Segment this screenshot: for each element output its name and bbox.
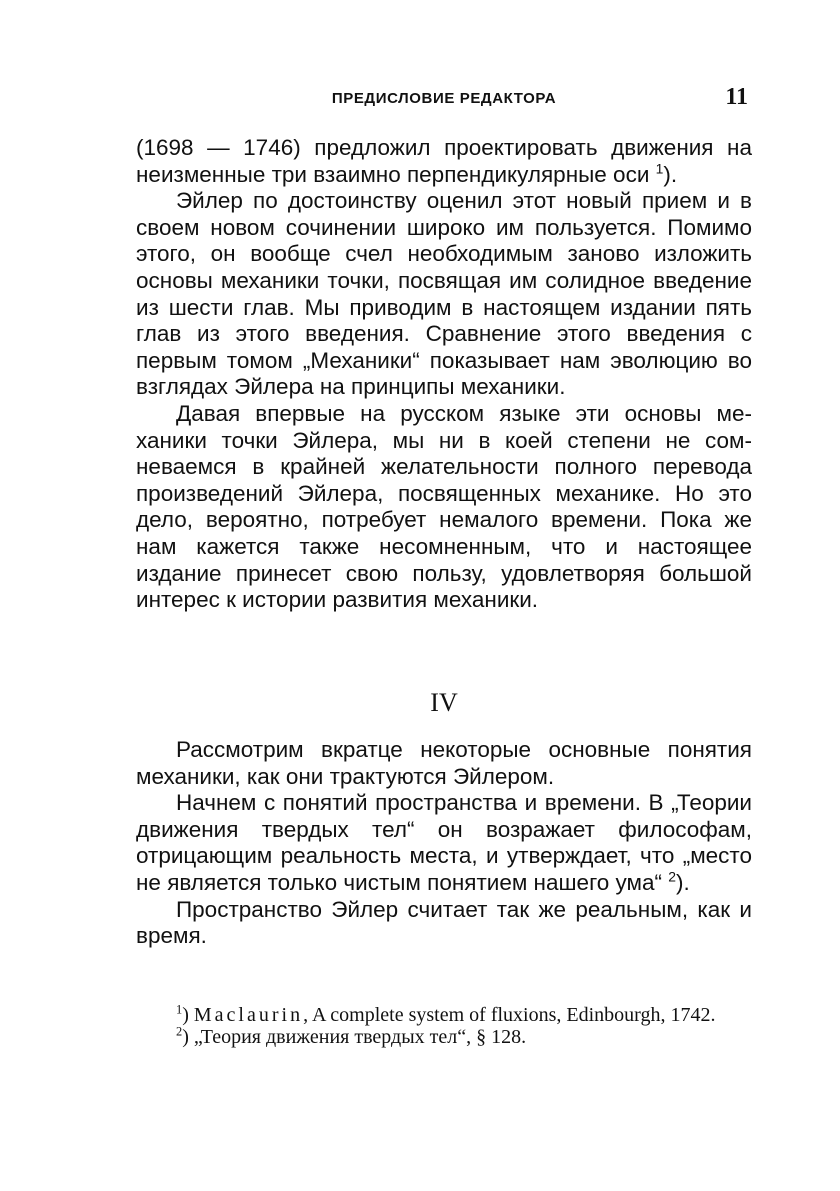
paragraph-euler-method: Эйлер по достоинству оценил этот новый прием и в своем новом сочинении широко им пользуется. Помимо этого, он вообще счел необходимым заново изложить основы механики точки, посвящая им солидное введение из шести глав. Мы приводим в настоящем издании пять глав из этого введения. Сравнение этого введения с первым томом „Механики“ показывает нам эволюцию во взглядах Эйлера на принципы механики. bbox=[136, 188, 752, 400]
page-number: 11 bbox=[725, 84, 748, 110]
footnote-1: $^1$) Maclaurin, A complete system of fluxions, Edinbourgh, 1742. bbox=[176, 1002, 716, 1026]
footnote-2: $^2$) „Теория движения твердых тел“, § 128. bbox=[176, 1024, 527, 1048]
footnote-ref-1: 1 bbox=[655, 160, 664, 177]
paragraph-space-real: Пространство Эйлер считает так же реальным, как и время. bbox=[136, 896, 752, 949]
footnote-ref-2: 2 bbox=[668, 868, 677, 885]
section-text-2 bbox=[136, 737, 752, 950]
paragraph-continuation bbox=[136, 135, 752, 188]
running-title: ПРЕДИСЛОВИЕ РЕДАКТОРА bbox=[331, 90, 557, 107]
footnote-author: Maclaurin bbox=[193, 1004, 304, 1026]
section-text-1 bbox=[136, 135, 752, 614]
paragraph-end: ). bbox=[663, 161, 678, 187]
paragraph-text: Начнем с понятий пространства и времени. В „Теории движения твердых тел“ он возражает философам, отрицающим реальность места, и утверждает, что „место не является только чистым понятием нашего ума“ bbox=[136, 790, 752, 895]
paragraph-concepts: Рассмотрим вкратце некоторые основные понятия механики, как они трактуются Эйлером. bbox=[136, 737, 752, 789]
footnote-text-1: , A complete system of fluxions, Edinbourgh, 1742. bbox=[303, 1004, 716, 1026]
footnote-marker-2: 2 bbox=[176, 1024, 183, 1039]
footnotes bbox=[136, 1004, 752, 1048]
footnote-text-2: „Теория движения твердых тел“, § 128. bbox=[193, 1026, 527, 1048]
paragraph-end: ). bbox=[676, 869, 690, 895]
footnote-marker-1: 1 bbox=[176, 1002, 183, 1017]
paragraph-text: (1698 — 1746) предложил проектировать движения на неизменные три взаимно перпендикулярные оси bbox=[136, 135, 752, 187]
running-head bbox=[136, 84, 752, 114]
section-heading: IV bbox=[430, 688, 458, 717]
paragraph-space-time bbox=[136, 790, 752, 896]
paragraph-translation: Давая впервые на русском языке эти основы механики точки Эйлера, мы ни в коей степени не сомневаемся в крайней желательности полного перевода произведений Эйлера, посвященных механике. Но это дело, вероятно, потребует немалого времени. Пока же нам кажется также несомненным, что и настоящее издание принесет свою пользу, удовлетворяя большой интерес к истории развития механики. bbox=[136, 400, 752, 613]
